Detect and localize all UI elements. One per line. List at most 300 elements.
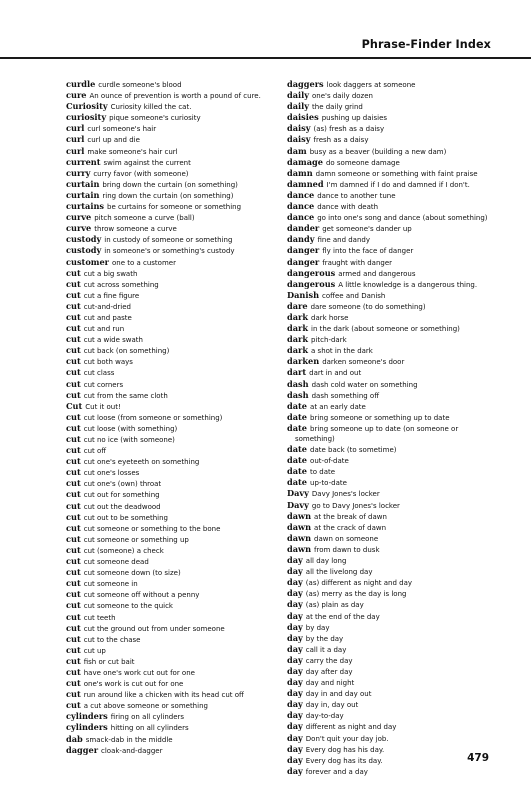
entry-phrase: one's work is cut out for one: [83, 680, 184, 689]
entry-keyword: day: [287, 599, 303, 610]
index-entry: [287, 390, 499, 401]
entry-keyword: cut: [66, 411, 81, 422]
index-entry: [66, 545, 278, 556]
entry-phrase: bring someone or something up to date: [310, 413, 450, 422]
entry-phrase: a shot in the dark: [311, 347, 373, 356]
entry-keyword: curve: [66, 212, 92, 223]
entry-phrase: dawn on someone: [314, 534, 379, 543]
entry-phrase: carry the day: [305, 656, 353, 665]
entry-phrase: up-to-date: [310, 479, 347, 488]
index-entry: [66, 412, 278, 423]
index-entry: [66, 323, 278, 334]
entry-keyword: cut: [66, 533, 81, 544]
index-entry: [287, 477, 499, 488]
index-entry: [66, 123, 278, 134]
entry-keyword: daily: [287, 101, 310, 112]
entry-phrase: cut no ice (with someone): [83, 436, 175, 444]
index-entry: [287, 101, 499, 112]
entry-phrase: cut-and-dried: [83, 302, 132, 311]
entry-keyword: cut: [66, 456, 81, 467]
entry-keyword: Cut: [66, 400, 83, 411]
index-entry: [66, 279, 278, 290]
index-entry: [66, 501, 278, 512]
entry-keyword: cut: [66, 644, 81, 655]
entry-phrase: Curiosity killed the cat.: [110, 103, 192, 112]
entry-phrase: damn someone or something with faint praise: [315, 169, 478, 178]
index-entry: [66, 678, 278, 689]
entry-phrase: Don't quit your day job.: [305, 734, 389, 743]
index-entry: [66, 356, 278, 367]
index-entry: [66, 268, 278, 279]
entry-phrase: look daggers at someone: [326, 81, 416, 89]
entry-keyword: curtain: [66, 189, 100, 200]
entry-keyword: cut: [66, 500, 81, 511]
index-entry: [287, 577, 499, 588]
index-entry: [287, 245, 499, 256]
index-entry: [287, 190, 499, 201]
index-entry: [287, 157, 499, 168]
entry-phrase: cut someone or something up: [83, 535, 189, 544]
entry-phrase: A little knowledge is a dangerous thing.: [338, 280, 478, 289]
index-entry: [66, 245, 278, 256]
entry-keyword: damn: [287, 167, 313, 178]
index-entry: [66, 290, 278, 301]
entry-phrase: at the break of dawn: [314, 512, 387, 521]
index-entry: [66, 656, 278, 667]
entry-phrase: cut teeth: [83, 613, 116, 622]
index-entry: [287, 500, 499, 511]
entry-keyword: day: [287, 610, 303, 621]
entry-keyword: date: [287, 455, 308, 466]
entry-phrase: fine and dandy: [317, 236, 370, 245]
index-entry: [287, 79, 499, 90]
entry-phrase: cut someone off without a penny: [83, 591, 200, 600]
entry-phrase: in someone's or something's custody: [104, 247, 235, 256]
entry-keyword: current: [66, 156, 101, 167]
entry-keyword: day: [287, 721, 303, 732]
index-entry: [287, 146, 499, 157]
entry-phrase: the daily grind: [312, 103, 363, 112]
entry-phrase: busy as a beaver (building a new dam): [309, 147, 447, 156]
entry-keyword: cut: [66, 600, 81, 611]
entry-phrase: cut a big swath: [83, 269, 138, 278]
index-entry: [66, 489, 278, 500]
entry-keyword: cut: [66, 622, 81, 633]
entry-phrase: armed and dangerous: [338, 269, 416, 278]
entry-keyword: custody: [66, 245, 102, 256]
entry-keyword: day: [287, 699, 303, 710]
index-entry: [66, 334, 278, 345]
index-entry: [66, 645, 278, 656]
index-entry: [287, 721, 499, 732]
entry-keyword: cut: [66, 655, 81, 666]
entry-phrase: in the dark (about someone or something): [311, 325, 460, 334]
index-entry: [287, 566, 499, 577]
entry-keyword: cylinders: [66, 722, 108, 733]
entry-keyword: dandy: [287, 234, 315, 245]
index-entry: [287, 134, 499, 145]
entry-keyword: cut: [66, 311, 81, 322]
index-entry: [66, 345, 278, 356]
index-entry: [66, 312, 278, 323]
entry-phrase: make someone's hair curl: [87, 147, 178, 156]
entry-phrase: cut across something: [83, 280, 159, 289]
entry-keyword: curdle: [66, 79, 96, 89]
entry-phrase: at the crack of dawn: [314, 523, 387, 532]
index-entry: [66, 734, 278, 745]
entry-phrase: cut off: [83, 447, 107, 456]
index-entry: [287, 611, 499, 622]
entry-keyword: cut: [66, 356, 81, 367]
entry-phrase: cut someone to the quick: [83, 602, 173, 611]
entry-phrase: do someone damage: [325, 158, 400, 167]
index-entry: [66, 401, 278, 412]
index-entry: [66, 556, 278, 567]
entry-phrase: go to Davy Jones's locker: [311, 501, 400, 510]
index-entry: [66, 512, 278, 523]
index-entry: [66, 168, 278, 179]
entry-phrase: a cut above someone or something: [83, 702, 208, 711]
entry-phrase: cut someone or something to the bone: [83, 524, 221, 533]
entry-phrase: bring down the curtain (on something): [102, 180, 238, 189]
entry-keyword: day: [287, 665, 303, 676]
index-entry: [66, 623, 278, 634]
index-entry: [66, 112, 278, 123]
entry-keyword: cut: [66, 678, 81, 689]
entry-keyword: cut: [66, 422, 81, 433]
index-entry: [287, 488, 499, 499]
index-entry: [66, 190, 278, 201]
entry-keyword: dark: [287, 311, 309, 322]
entry-keyword: dam: [287, 145, 307, 156]
entry-keyword: date: [287, 444, 308, 455]
index-entry: [66, 689, 278, 700]
entry-phrase: An ounce of prevention is worth a pound of cure.: [89, 92, 261, 101]
index-entry: [287, 644, 499, 655]
entry-keyword: cut: [66, 289, 81, 300]
index-entry: [66, 212, 278, 223]
entry-phrase: (as) plain as day: [305, 601, 364, 610]
index-entry: [287, 666, 499, 677]
entry-keyword: Danish: [287, 289, 320, 300]
index-entry: [66, 667, 278, 678]
entry-phrase: cut to the chase: [83, 635, 141, 644]
entry-keyword: cut: [66, 689, 81, 700]
entry-phrase: (as) merry as the day is long: [305, 590, 407, 599]
entry-keyword: day: [287, 566, 303, 577]
entry-phrase: cut someone dead: [83, 558, 149, 567]
index-entry: [287, 466, 499, 477]
entry-keyword: date: [287, 400, 308, 411]
entry-phrase: Every dog has his day.: [305, 745, 385, 754]
entry-keyword: cut: [66, 278, 81, 289]
entry-keyword: dawn: [287, 521, 312, 532]
entry-phrase: dance with death: [317, 203, 379, 212]
index-entry: [66, 101, 278, 112]
entry-phrase: dance to another tune: [317, 191, 396, 200]
entry-keyword: curtain: [66, 178, 100, 189]
entry-keyword: dangerous: [287, 267, 336, 278]
entry-phrase: different as night and day: [305, 723, 397, 732]
index-entry: [287, 323, 499, 334]
entry-phrase: from dawn to dusk: [314, 545, 380, 554]
entry-keyword: cut: [66, 633, 81, 644]
entry-keyword: day: [287, 555, 303, 566]
entry-keyword: dander: [287, 223, 320, 234]
entry-keyword: date: [287, 466, 308, 477]
entry-phrase: day-to-day: [305, 712, 344, 721]
entry-phrase: ring down the curtain (on something): [102, 191, 234, 200]
entry-phrase: day in and day out: [305, 690, 372, 699]
entry-phrase: get someone's dander up: [322, 225, 412, 234]
entry-keyword: cut: [66, 378, 81, 389]
entry-keyword: curry: [66, 167, 91, 178]
index-entry: [287, 379, 499, 390]
index-entry: [66, 722, 278, 733]
index-entry: [66, 634, 278, 645]
index-entry: [287, 699, 499, 710]
index-entry: [66, 79, 278, 90]
entry-keyword: damned: [287, 178, 324, 189]
entry-phrase: cut a fine figure: [83, 291, 140, 300]
entry-phrase: at the end of the day: [305, 612, 380, 621]
entry-phrase: pitch someone a curve (ball): [94, 214, 195, 223]
index-entry: [66, 146, 278, 157]
entry-phrase: cut back (on something): [83, 347, 170, 356]
entry-phrase: at an early date: [310, 402, 366, 411]
index-entry: [66, 301, 278, 312]
index-entry: [287, 677, 499, 688]
index-entry: [287, 733, 499, 744]
index-entry: [66, 600, 278, 611]
index-entry: [66, 179, 278, 190]
entry-keyword: dance: [287, 212, 315, 223]
entry-phrase: forever and a day: [305, 767, 368, 776]
index-entry: [66, 711, 278, 722]
index-entry: [66, 157, 278, 168]
entry-phrase: cut up: [83, 646, 106, 655]
entry-keyword: curl: [66, 123, 85, 134]
entry-phrase: all the livelong day: [305, 568, 373, 577]
index-entry: [287, 522, 499, 533]
entry-phrase: cut and paste: [83, 313, 132, 322]
entry-phrase: cut both ways: [83, 358, 133, 367]
entry-keyword: dangerous: [287, 278, 336, 289]
entry-keyword: date: [287, 422, 308, 433]
entry-keyword: day: [287, 732, 303, 743]
entry-keyword: dance: [287, 189, 315, 200]
entry-phrase: dark horse: [311, 313, 349, 322]
entry-keyword: dawn: [287, 532, 312, 543]
index-entry: [66, 456, 278, 467]
entry-keyword: daisy: [287, 134, 311, 145]
entry-phrase: day and night: [305, 679, 355, 688]
index-entry: [287, 633, 499, 644]
entry-phrase: curl someone's hair: [87, 125, 157, 134]
index-entry: [287, 555, 499, 566]
index-entry: [287, 212, 499, 223]
page-title: Phrase-Finder Index: [361, 38, 491, 51]
index-entry: [66, 379, 278, 390]
index-entry: [287, 688, 499, 699]
entry-keyword: curiosity: [66, 112, 107, 123]
index-entry: [287, 766, 499, 777]
entry-phrase: bring someone up to date (on someone or something): [295, 424, 459, 443]
entry-keyword: dagger: [66, 744, 99, 755]
entry-phrase: day after day: [305, 667, 353, 676]
entry-phrase: one to a customer: [111, 258, 176, 267]
entry-phrase: throw someone a curve: [94, 225, 177, 234]
entry-keyword: cut: [66, 489, 81, 500]
entry-keyword: cut: [66, 467, 81, 478]
entry-keyword: dab: [66, 733, 83, 744]
index-entry: [287, 268, 499, 279]
entry-phrase: cloak-and-dagger: [101, 746, 163, 755]
index-entry: [66, 201, 278, 212]
entry-keyword: custody: [66, 234, 102, 245]
entry-keyword: cut: [66, 611, 81, 622]
index-entry: [287, 455, 499, 466]
index-entry: [287, 223, 499, 234]
index-entry: [287, 544, 499, 555]
entry-phrase: cut class: [83, 369, 115, 378]
index-entry: [66, 612, 278, 623]
index-entry: [66, 567, 278, 578]
entry-keyword: curl: [66, 134, 85, 145]
entry-keyword: cut: [66, 478, 81, 489]
entry-keyword: cut: [66, 666, 81, 677]
entry-phrase: in custody of someone or something: [104, 236, 233, 245]
entry-phrase: cut the ground out from under someone: [83, 624, 225, 633]
index-entry: [66, 478, 278, 489]
entry-phrase: dare someone (to do something): [310, 302, 426, 311]
index-entry: [287, 599, 499, 610]
entry-phrase: pique someone's curiosity: [109, 114, 201, 123]
entry-keyword: date: [287, 477, 308, 488]
header-rule: [0, 57, 531, 59]
entry-phrase: curl up and die: [87, 136, 140, 145]
index-entry: [287, 290, 499, 301]
entry-phrase: cut and run: [83, 325, 125, 334]
entry-phrase: curdle someone's blood: [98, 81, 182, 89]
entry-keyword: cut: [66, 556, 81, 567]
index-entry: [66, 434, 278, 445]
entry-keyword: curve: [66, 223, 92, 234]
entry-keyword: dawn: [287, 510, 312, 521]
entry-phrase: Cut it out!: [85, 402, 121, 411]
index-entry: [66, 134, 278, 145]
entry-phrase: fraught with danger: [322, 258, 393, 267]
entry-keyword: day: [287, 754, 303, 765]
entry-phrase: cut one's eyeteeth on something: [83, 458, 200, 467]
entry-keyword: Curiosity: [66, 101, 108, 112]
entry-phrase: curry favor (with someone): [93, 169, 189, 178]
index-entry: [66, 745, 278, 756]
index-entry: [287, 356, 499, 367]
entry-keyword: danger: [287, 256, 320, 267]
index-entry: [66, 523, 278, 534]
index-entry: [287, 257, 499, 268]
entry-phrase: swim against the current: [103, 158, 191, 167]
entry-phrase: run around like a chicken with its head cut off: [83, 691, 244, 700]
entry-keyword: cut: [66, 567, 81, 578]
entry-phrase: dart in and out: [309, 369, 362, 378]
entry-phrase: cut one's losses: [83, 469, 140, 478]
index-entry: [287, 533, 499, 544]
entry-keyword: day: [287, 677, 303, 688]
index-entry: [287, 90, 499, 101]
entry-keyword: cut: [66, 323, 81, 334]
entry-keyword: daily: [287, 90, 310, 101]
index-entry: [66, 90, 278, 101]
entry-phrase: to date: [310, 468, 336, 477]
entry-keyword: Davy: [287, 488, 309, 499]
entry-phrase: go into one's song and dance (about something): [317, 214, 488, 223]
entry-keyword: danger: [287, 245, 320, 256]
entry-keyword: cut: [66, 367, 81, 378]
index-entry: [287, 279, 499, 290]
entry-phrase: pushing up daisies: [321, 114, 388, 123]
index-entry: [287, 234, 499, 245]
index-entry: [287, 710, 499, 721]
entry-phrase: date back (to sometime): [310, 446, 397, 455]
entry-phrase: (as) different as night and day: [305, 579, 413, 588]
entry-phrase: Every dog has its day.: [305, 756, 383, 765]
index-entry: [287, 423, 499, 444]
entry-phrase: cut loose (with something): [83, 424, 178, 433]
entry-phrase: by the day: [305, 634, 344, 643]
entry-keyword: Davy: [287, 499, 309, 510]
entry-phrase: dash something off: [311, 391, 380, 400]
entry-phrase: coffee and Danish: [322, 291, 386, 300]
index-entry: [287, 123, 499, 134]
index-entry: [287, 334, 499, 345]
entry-keyword: daisies: [287, 112, 319, 123]
index-entry: [287, 588, 499, 599]
entry-keyword: cut: [66, 589, 81, 600]
index-entry: [66, 234, 278, 245]
entry-keyword: cylinders: [66, 711, 108, 722]
index-entry: [287, 179, 499, 190]
index-entry: [287, 312, 499, 323]
entry-phrase: have one's work cut out for one: [83, 668, 195, 677]
index-entry: [287, 201, 499, 212]
entry-phrase: cut corners: [83, 380, 124, 389]
entry-phrase: be curtains for someone or something: [107, 203, 242, 212]
index-entry: [66, 223, 278, 234]
entry-phrase: cut someone in: [83, 580, 138, 589]
entry-phrase: smack-dab in the middle: [85, 735, 173, 744]
entry-keyword: cut: [66, 389, 81, 400]
entry-keyword: cut: [66, 267, 81, 278]
entry-phrase: I'm damned if I do and damned if I don't.: [326, 180, 470, 189]
entry-keyword: dark: [287, 323, 309, 334]
entry-phrase: cut out to be something: [83, 513, 168, 522]
entry-keyword: dark: [287, 334, 309, 345]
entry-keyword: day: [287, 765, 303, 776]
index-column-right: [287, 79, 499, 777]
page-number: 479: [467, 752, 489, 764]
entry-keyword: damage: [287, 156, 323, 167]
entry-phrase: one's daily dozen: [312, 92, 373, 101]
entry-keyword: cut: [66, 345, 81, 356]
entry-phrase: cut one's (own) throat: [83, 480, 162, 489]
entry-phrase: firing on all cylinders: [110, 713, 185, 722]
entry-keyword: cure: [66, 90, 87, 101]
entry-keyword: day: [287, 688, 303, 699]
entry-keyword: daisy: [287, 123, 311, 134]
index-entry: [66, 700, 278, 711]
